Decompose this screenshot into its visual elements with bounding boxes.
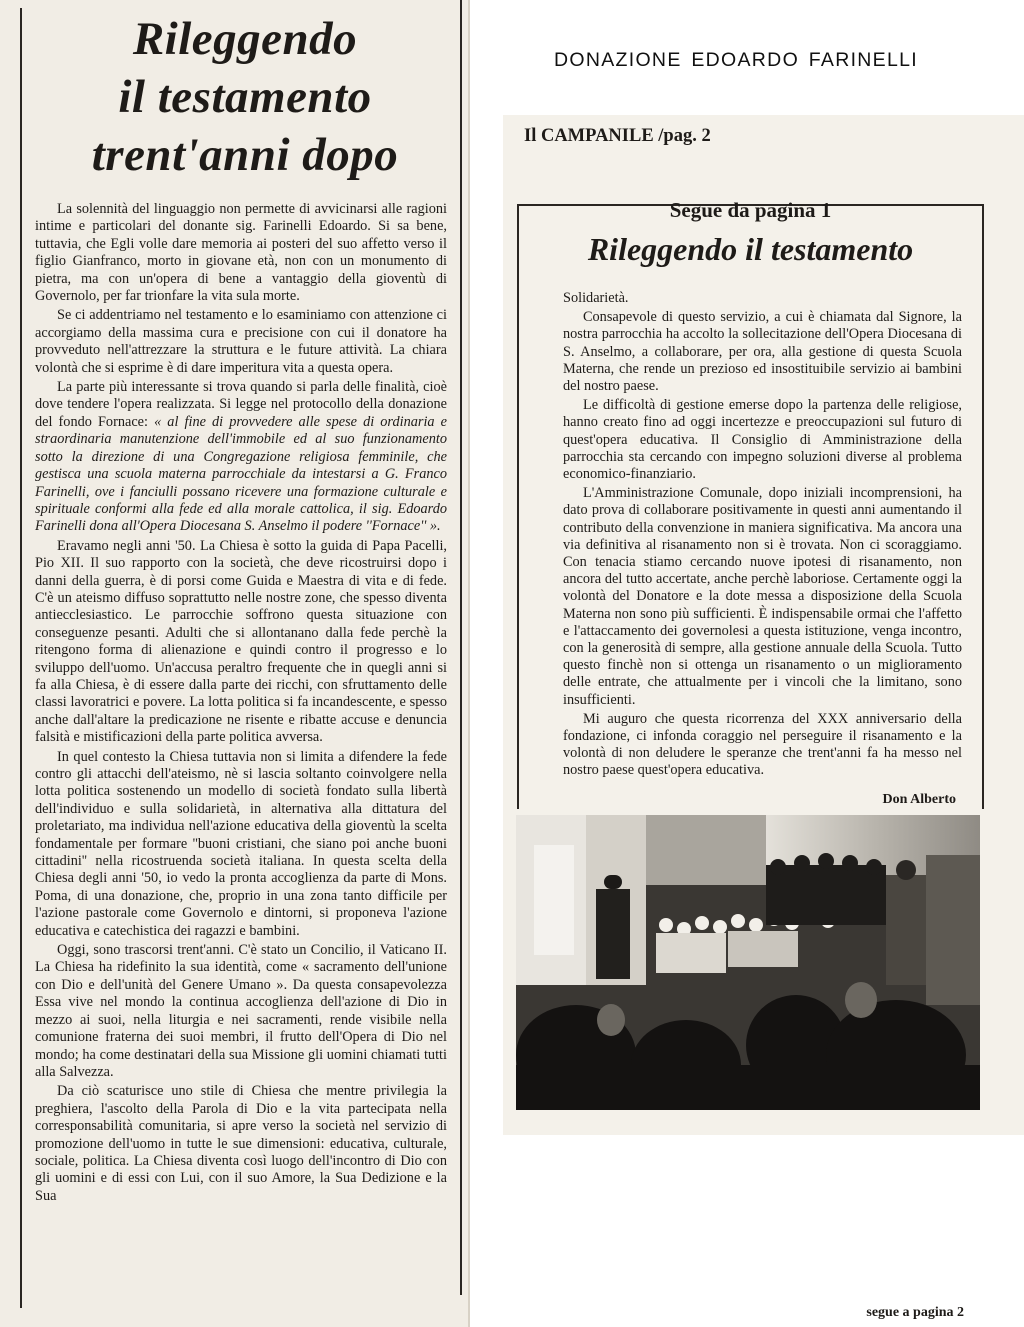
continued-from-label: Segue da pagina 1 xyxy=(669,198,832,222)
newspaper-masthead: Il CAMPANILE /pag. 2 xyxy=(524,126,711,146)
column-rule-right xyxy=(460,0,462,1295)
left-article-body xyxy=(35,201,447,1207)
right-paragraph-1: Solidarietà. xyxy=(563,290,629,306)
title-line-1: Rileggendo xyxy=(132,13,358,65)
left-paragraph-7: Da ciò scaturisce uno stile di Chiesa che mentre privilegia la preghiera, l'ascolto della Parola di Dio e la vita partecipata nella corresponsabilità comunitaria, si apre verso la società nel servizio di promozione dell'uomo in tutte le sue dimensioni: educativa, culturale, sociale, politica. La Chiesa diventa così luogo dell'incontro di Dio con gli uomini e di essi con Lui, con il suo Amore, la Sua Dedizione e la Sua xyxy=(35,1083,447,1204)
testament-quote: « al fine di provvedere alle spese di ordinaria e straordinaria manutenzione dell'immobile ed al suo funzionamento sotto la direzione di una Congregazione religiosa femminile, che gestisca una scuola materna parrocchiale da intestarsi a G. Franco Farinelli, ove i fanciulli possano ricevere una formazione culturale e spirituale conformi alla fede ed alla morale cattolica, il sig. Edoardo Farinelli dona all'Opera Diocesana S. Anselmo il podere ''Fornace'' ». xyxy=(35,413,447,535)
cropped-caption-fragment xyxy=(553,1121,953,1128)
title-line-2: il testamento xyxy=(118,71,372,123)
author-signature: Don Alberto xyxy=(882,792,956,807)
continued-on-page-note: segue a pagina 2 xyxy=(866,1305,964,1320)
ceremony-photo xyxy=(516,815,980,1110)
ceremony-photo-illustration xyxy=(516,815,980,1110)
right-article-title: Rileggendo il testamento xyxy=(587,231,914,267)
right-article-body xyxy=(563,290,962,782)
left-paragraph-2: Se ci addentriamo nel testamento e lo esaminiamo con attenzione ci accorgiamo della massima cura e precisione con cui il donatore ha provveduto nell'attrezzare la struttura e le future attività. La chiara volontà che si esprime è di dare imperitura vita a questa opera. xyxy=(35,307,447,376)
left-paragraph-5: In quel contesto la Chiesa tuttavia non si limita a difendere la fede contro gli attacchi dell'ateismo, nè si lascia soltanto coinvolgere nella lotta politica sostenendo un modello di società fondato sulla libertà dell'individuo e sulla solidarietà, in alternativa alla dittatura del proletariato, ma individua nell'azione educativa della gioventù la scelta fondamentale per formare ''buoni cristiani, che siano poi anche buoni cittadini'' nella ricostruenda società italiana. In questa scelta della Chiesa degli anni '50, io vedo la pronta accoglienza da parte di Mons. Poma, di una donazione, che, proprio in una zona tanto difficile per l'azione pastorale come Governolo e dintorni, si proponeva l'azione educativa e catechistica dei ragazzi e bambini. xyxy=(35,748,447,939)
left-paragraph-3 xyxy=(35,379,447,536)
left-paragraph-4: Eravamo negli anni '50. La Chiesa è sotto la guida di Papa Pacelli, Pio XII. Il suo rapporto con la società, che deve ricostruirsi dopo i danni della guerra, è di porsi come Guida e Maestra di vita e di fede. C'è un ateismo diffuso soprattutto nelle nostre zone, che spesso diventa antiecclesiastico. Le parrocchie soffrono questa situazione con conseguenze pesanti. Adulti che si allontanano dalla fede perchè la ritengono forma di alienazione e quindi contro il progresso e lo sviluppo dell'uomo. Un'accusa peraltro frequente che in quegli anni si fa alla Chiesa, è di essere dalla parte dei ricchi, con sfruttamento delle classi lavoratrici e povere. La lotta politica si fa incandescente, e spesso anche dall'altare la predicazione ne risente e ribatte accuse e denuncia falsità e mistificazioni della parte politica avversa. xyxy=(35,537,447,746)
title-line-3: trent'anni dopo xyxy=(91,129,399,181)
left-paragraph-6: Oggi, sono trascorsi trent'anni. C'è stato un Concilio, il Vaticano II. La Chiesa ha ridefinito la sua identità, come « sacramento dell'unione con Dio e dell'unità del Genere Umano ». Da questa consapevolezza Essa vive nel mondo la continua accoglienza dell'azione di Dio in mezzo ai suoi, nella liturgia e nei sacramenti, rende visibile nella comunione fraterna dei suoi membri, il frutto dell'Opera di Dio nel mondo; ha come destinatari della sua Missione gli uomini chiamati tutti alla Salvezza. xyxy=(35,942,447,1080)
cropped-photo-caption xyxy=(553,1121,953,1129)
left-paragraph-3-intro: La parte più interessante si trova quando si parla delle finalità, cioè dove tendere l'opera realizzata. Si legge nel protocollo della donazione del fondo Fornace: xyxy=(35,379,447,430)
column-rule-left xyxy=(20,8,22,1308)
right-paragraph-3: Le difficoltà di gestione emerse dopo la partenza delle religiose, hanno creato fino ad oggi incertezze e preoccupazioni sul futuro di quest'opera educativa. Il Consiglio di Amministrazione della parrocchia sta cercando con impegno soluzioni diverse al problema economico-finanziario. xyxy=(563,397,962,483)
right-paragraph-4: L'Amministrazione Comunale, dopo iniziali incomprensioni, ha dato prova di collaborare positivamente in questi anni aumentando il contributo della convenzione in maniera significativa. Ma ancora una via definitiva al risanamento non si è trovata. Non ci scoraggiamo. Con tenacia stiamo cercando nuove ipotesi di risanamento, non ancora del tutto accertate, anche perchè laboriose. Certamente oggi la volontà del Donatore e la dote messa a disposizione della Scuola Materna non sono più sufficienti. È indispensabile ormai che l'affetto e l'attaccamento dei governolesi a questa istituzione, venga incontro, con la generosità di sempre, alla gestione annuale della Scuola. Tutto questo finchè non si ottenga un risanamento o un miglioramento delle entrate, che attualmente per i vincoli che la limitano, sono insufficienti. xyxy=(563,485,962,708)
left-paragraph-1: La solennità del linguaggio non permette di avvicinarsi alle ragioni intime e particolari del donante sig. Farinelli Edoardo. Si sa bene, tuttavia, che Egli volle dare memoria ai posteri del suo affetto verso il figlio Gianfranco, morto in giovane età, non con un monumento di pietra, ma con un'opera di bene a vantaggio della gioventù di Governolo, per far trionfare la vita sula morte. xyxy=(35,201,447,305)
right-paragraph-2: Consapevole di questo servizio, a cui è chiamata dal Signore, la nostra parrocchia ha accolto la sollecitazione dell'Opera Diocesana di S. Anselmo, a collaborare, per ora, alla gestione di questa Scuola Materna, che rende un prezioso ed insostituibile servizio ai bambini del nostro paese. xyxy=(563,309,962,395)
right-paragraph-5: Mi auguro che questa ricorrenza del XXX anniversario della fondazione, ci infonda coraggio nel perseguire il risanamento e la volontà di non deludere le speranze che trent'anni fa ha messo nel nostro paese quest'opera educativa. xyxy=(563,710,962,779)
main-article-title xyxy=(40,10,450,184)
donation-header: DONAZIONE EDOARDO FARINELLI xyxy=(554,49,918,71)
